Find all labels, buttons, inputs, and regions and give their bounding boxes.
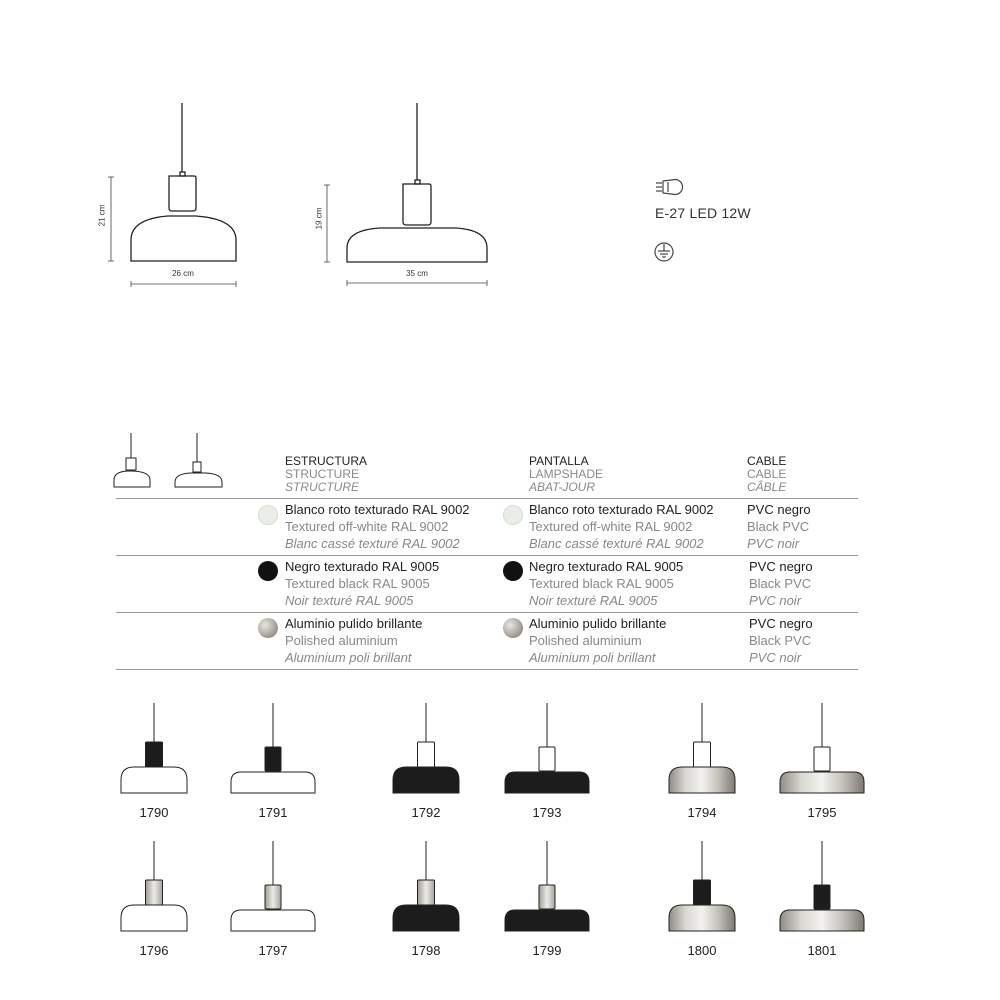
row1-cable	[747, 501, 811, 552]
variant-code: 1790	[139, 805, 169, 820]
lamp-body	[814, 747, 830, 771]
row3-structure-en: Polished aluminium	[285, 633, 398, 648]
row3-cable-es: PVC negro	[749, 616, 813, 631]
table-divider	[116, 498, 858, 499]
variant-code: 1800	[687, 943, 717, 958]
lamp-body	[539, 747, 555, 771]
lamp-body	[694, 880, 711, 906]
variant-code: 1792	[411, 805, 441, 820]
variant-code: 1796	[139, 943, 169, 958]
lamp-shade	[121, 767, 187, 793]
variant-lamp-1799	[505, 841, 589, 931]
header-lampshade-en: LAMPSHADE	[529, 467, 604, 481]
row3-lampshade-en: Polished aluminium	[529, 633, 642, 648]
lamp-shade	[669, 905, 735, 931]
row3-structure-es: Aluminio pulido brillante	[285, 616, 423, 631]
small-height-label: 21 cm	[97, 204, 107, 227]
variant-code: 1791	[258, 805, 288, 820]
variant-lamp-1790	[121, 703, 187, 793]
lamp-body	[694, 742, 711, 768]
header-lampshade-fr: ABAT-JOUR	[529, 480, 596, 494]
header-cable-es: CABLE	[747, 454, 787, 468]
header-cable	[747, 455, 786, 494]
row2-structure	[285, 558, 439, 609]
row1-lampshade	[529, 501, 714, 552]
lamp-shade	[780, 772, 864, 793]
row3-structure-fr: Aluminium poli brillant	[285, 650, 412, 665]
variant-lamp-1796	[121, 841, 187, 931]
variant-lamp-1791	[231, 703, 315, 793]
lamp-shade	[231, 910, 315, 931]
row1-structure-es: Blanco roto texturado RAL 9002	[285, 502, 470, 517]
header-cable-en: CABLE	[747, 467, 787, 481]
row2-lampshade-es: Negro texturado RAL 9005	[529, 559, 684, 574]
swatch-black	[258, 561, 278, 581]
row1-structure-fr: Blanc cassé texturé RAL 9002	[285, 536, 460, 551]
swatch-aluminium	[258, 618, 278, 638]
header-structure-en: STRUCTURE	[285, 467, 359, 481]
variant-code: 1794	[687, 805, 717, 820]
large-width-label: 35 cm	[406, 269, 428, 278]
lamp-shade	[505, 772, 589, 793]
lamp-shade	[231, 772, 315, 793]
row2-structure-es: Negro texturado RAL 9005	[285, 559, 440, 574]
row3-lampshade-fr: Aluminium poli brillant	[529, 650, 656, 665]
variant-lamps	[0, 690, 1000, 970]
header-structure	[285, 455, 367, 494]
variant-lamp-1794	[669, 703, 735, 793]
variant-code: 1793	[532, 805, 562, 820]
row3-lampshade-es: Aluminio pulido brillante	[529, 616, 667, 631]
row3-lampshade	[529, 615, 666, 666]
row2-cable	[749, 558, 813, 609]
variant-code: 1797	[258, 943, 288, 958]
variant-code: 1795	[807, 805, 837, 820]
row2-lampshade	[529, 558, 683, 609]
row2-lampshade-fr: Noir texturé RAL 9005	[529, 593, 658, 608]
table-divider	[116, 669, 858, 670]
header-lampshade-es: PANTALLA	[529, 454, 589, 468]
row2-cable-en: Black PVC	[749, 576, 812, 591]
lamp-body	[418, 742, 435, 768]
variant-lamp-1800	[669, 841, 735, 931]
row2-cable-fr: PVC noir	[749, 593, 802, 608]
row3-structure	[285, 615, 422, 666]
row2-cable-es: PVC negro	[749, 559, 813, 574]
lamp-shade	[393, 905, 459, 931]
row1-structure-en: Textured off-white RAL 9002	[285, 519, 449, 534]
lamp-body	[265, 747, 281, 771]
header-lampshade	[529, 455, 603, 494]
swatch-black	[503, 561, 523, 581]
variant-lamp-1793	[505, 703, 589, 793]
variant-lamp-1795	[780, 703, 864, 793]
table-divider	[116, 555, 858, 556]
lamp-shade	[121, 905, 187, 931]
row2-structure-en: Textured black RAL 9005	[285, 576, 430, 591]
row1-structure	[285, 501, 470, 552]
row3-cable-en: Black PVC	[749, 633, 812, 648]
swatch-aluminium	[503, 618, 523, 638]
header-structure-es: ESTRUCTURA	[285, 454, 368, 468]
swatch-off-white	[503, 505, 523, 525]
lamp-body	[814, 885, 830, 909]
row1-cable-fr: PVC noir	[747, 536, 800, 551]
large-height-label: 19 cm	[314, 207, 324, 230]
variant-lamp-1797	[231, 841, 315, 931]
lamp-shade	[505, 910, 589, 931]
row3-cable	[749, 615, 813, 666]
row3-cable-fr: PVC noir	[749, 650, 802, 665]
lamp-body	[146, 742, 163, 768]
lamp-shade	[780, 910, 864, 931]
variant-lamp-1792	[393, 703, 459, 793]
bulb-spec-text: E-27 LED 12W	[655, 205, 751, 221]
swatch-off-white	[258, 505, 278, 525]
row2-structure-fr: Noir texturé RAL 9005	[285, 593, 414, 608]
row1-cable-es: PVC negro	[747, 502, 811, 517]
variant-code: 1799	[532, 943, 562, 958]
lamp-body	[146, 880, 163, 906]
row1-lampshade-es: Blanco roto texturado RAL 9002	[529, 502, 714, 517]
row1-lampshade-en: Textured off-white RAL 9002	[529, 519, 693, 534]
small-width-label: 26 cm	[172, 269, 194, 278]
table-divider	[116, 612, 858, 613]
header-cable-fr: CÂBLE	[747, 480, 787, 494]
header-structure-fr: STRUCTURE	[285, 480, 359, 494]
lamp-body	[418, 880, 435, 906]
row2-lampshade-en: Textured black RAL 9005	[529, 576, 674, 591]
lamp-shade	[669, 767, 735, 793]
lamp-shade	[393, 767, 459, 793]
lamp-body	[265, 885, 281, 909]
variant-code: 1801	[807, 943, 837, 958]
row1-lampshade-fr: Blanc cassé texturé RAL 9002	[529, 536, 704, 551]
row1-cable-en: Black PVC	[747, 519, 810, 534]
variant-code: 1798	[411, 943, 441, 958]
variant-lamp-1801	[780, 841, 864, 931]
variant-lamp-1798	[393, 841, 459, 931]
lamp-body	[539, 885, 555, 909]
